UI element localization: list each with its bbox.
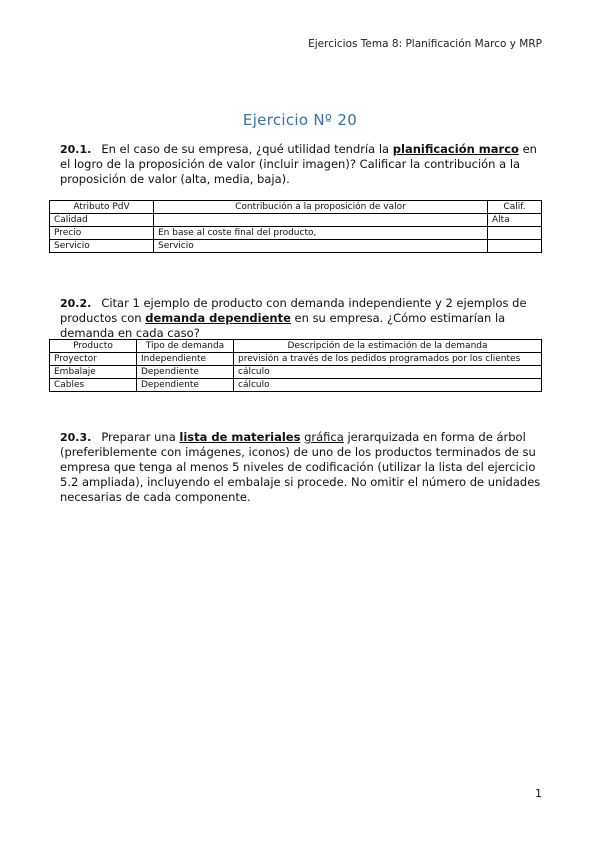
question-20-1 bbox=[60, 142, 546, 187]
page-number: 1 bbox=[535, 787, 542, 800]
question-text-a: Citar 1 ejemplo de producto con demanda independiente y 2 ejemplos de productos con bbox=[60, 296, 527, 325]
table-row bbox=[50, 353, 542, 366]
column-header: Contribución a la proposición de valor bbox=[154, 201, 488, 214]
table-cell: Proyector bbox=[50, 353, 137, 366]
table-cell: Servicio bbox=[154, 240, 488, 253]
question-highlight: demanda dependiente bbox=[145, 311, 291, 325]
table-row bbox=[50, 214, 542, 227]
column-header: Atributo PdV bbox=[50, 201, 154, 214]
table-cell: Precio bbox=[50, 227, 154, 240]
question-number: 20.3. bbox=[60, 431, 92, 444]
table-cell: Servicio bbox=[50, 240, 154, 253]
question-number: 20.1. bbox=[60, 143, 92, 156]
question-number: 20.2. bbox=[60, 297, 92, 310]
column-header: Tipo de demanda bbox=[137, 340, 234, 353]
question-highlight: planificación marco bbox=[392, 142, 519, 156]
question-20-2 bbox=[60, 296, 546, 341]
question-20-3 bbox=[60, 430, 546, 505]
demand-table bbox=[49, 339, 542, 392]
page-header: Ejercicios Tema 8: Planificación Marco y MRP bbox=[308, 38, 542, 50]
question-text-b: jerarquizada en forma de árbol (preferiblemente con imágenes, iconos) de uno de los productos terminados de su empresa que tenga al menos 5 niveles de codificación (utilizar la lista del ejercicio 5.2 ampliada), incluyendo el embalaje si procede. No omitir el número de unidades necesarias de cada componente. bbox=[60, 430, 541, 504]
table-cell: cálculo bbox=[234, 366, 542, 379]
question-text-a: En el caso de su empresa, ¿qué utilidad tendría la bbox=[101, 142, 393, 156]
table-cell bbox=[488, 240, 542, 253]
table-cell: Embalaje bbox=[50, 366, 137, 379]
question-underlined: gráfica bbox=[304, 430, 344, 444]
table-row bbox=[50, 366, 542, 379]
table-cell: Dependiente bbox=[137, 379, 234, 392]
table-header-row bbox=[50, 340, 542, 353]
column-header: Producto bbox=[50, 340, 137, 353]
table-cell: Alta bbox=[488, 214, 542, 227]
table-cell: En base al coste final del producto, bbox=[154, 227, 488, 240]
question-text-b: en su empresa. ¿Cómo estimarían la demanda en cada caso? bbox=[60, 311, 506, 340]
table-header-row bbox=[50, 201, 542, 214]
table-row bbox=[50, 227, 542, 240]
table-cell: Calidad bbox=[50, 214, 154, 227]
question-text-a: Preparar una bbox=[101, 430, 180, 444]
question-text-b: en el logro de la proposición de valor (incluir imagen)? Calificar la contribución a la proposición de valor (alta, media, baja). bbox=[60, 142, 537, 186]
value-proposition-table bbox=[49, 200, 542, 253]
table-cell: previsión a través de los pedidos programados por los clientes bbox=[234, 353, 542, 366]
table-cell bbox=[154, 214, 488, 227]
table-row bbox=[50, 379, 542, 392]
column-header: Calif. bbox=[488, 201, 542, 214]
table-row bbox=[50, 240, 542, 253]
table-cell: Dependiente bbox=[137, 366, 234, 379]
question-highlight: lista de materiales bbox=[179, 430, 301, 444]
table-cell: Independiente bbox=[137, 353, 234, 366]
table-cell: cálculo bbox=[234, 379, 542, 392]
table-cell bbox=[488, 227, 542, 240]
exercise-title: Ejercicio Nº 20 bbox=[242, 111, 358, 129]
table-cell: Cables bbox=[50, 379, 137, 392]
column-header: Descripción de la estimación de la demanda bbox=[234, 340, 542, 353]
